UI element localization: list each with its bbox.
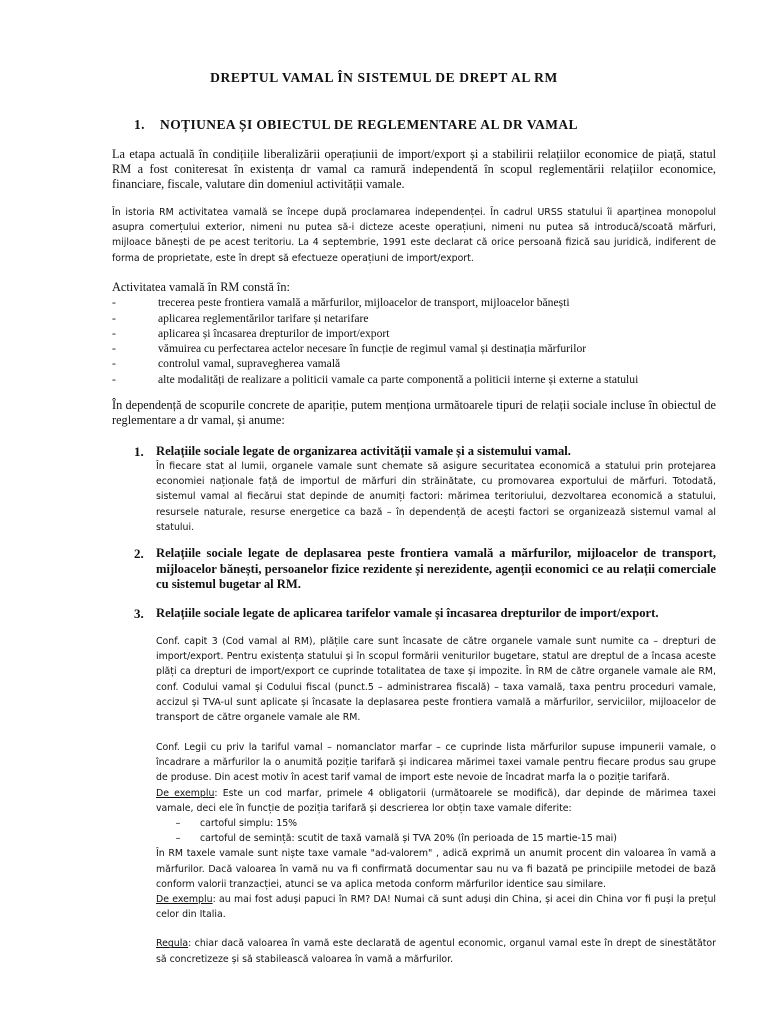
relation-2-number: 2. — [134, 546, 144, 561]
rule-text: : chiar dacă valoarea în vamă este declarată de agentul economic, organul vamal este în drept de sinestătător să concretizeze și să stabilească valoarea în vamă a mărfurilor. — [156, 938, 716, 965]
list-item: – cartoful de semință: scutit de taxă vamală și TVA 20% (în perioada de 15 martie-15 mai) — [175, 833, 617, 845]
list-item: – cartoful simplu: 15% — [175, 818, 298, 830]
document-title: DREPTUL VAMAL ÎN SISTEMUL DE DREPT AL RM — [210, 70, 558, 85]
relation-1-text: În fiecare stat al lumii, organele vamale sunt chemate să asigure securitatea economică a statului prin protejarea economiei naționale față de importul de mărfuri din străinătate, cu promovarea exportului de mărfuri. Totodată, sistemul vamal al fiecărui stat depinde de anumiți factori: mărimea teritoriului, dezvoltarea economică a statului, resursele naturale, resurse energetice ca bază – în dependență de acești factori se organizează sistemul vamal al statului. — [156, 461, 716, 533]
list-item: - aplicarea și încasarea drepturilor de import/export — [112, 326, 390, 340]
relation-3-paragraph-1: Conf. capit 3 (Cod vamal al RM), plățile care sunt încasate de către organele vamale sunt numite ca – drepturi de import/export. Pentru existența statului și în scopul formării veniturilor bugetare, statul are dreptul de a încasa aceste plăți ca drepturi de import/export ce cuprinde totalitatea de taxe și impozite. În RM de către organele vamale ale RM, conf. Codului vamal și Codului fiscal (punct.5 – administrarea fiscală) – taxa vamală, taxa pentru proceduri vamale, accizul și TVA-ul sunt aplicate și încasate la deplasarea peste frontiera vamală a mărfurilor, serviciilor, mijloacelor de transport de către organele vamale ale RM. — [156, 636, 716, 724]
activity-intro: Activitatea vamală în RM constă în: — [112, 280, 290, 294]
intro-paragraph: La etapa actuală în condițiile liberalizării operațiunii de import/export și a stabilirii relațiilor economice de piață, statul RM a fost coniteresat în existența dr vamal ca ramură independentă în scopul reglementării relațiilor economice, financiare, fiscale, valutare din domeniul activității vamale. — [112, 147, 716, 191]
section-1-title: NOȚIUNEA ȘI OBIECTUL DE REGLEMENTARE AL DR VAMAL — [160, 117, 578, 132]
rule — [156, 936, 716, 966]
example-2-label: De exemplu — [156, 894, 213, 906]
example-1-label: De exemplu — [156, 787, 215, 799]
history-paragraph: În istoria RM activitatea vamală se începe după proclamarea independenței. În cadrul URSS statului îi aparținea monopolul asupra comerțului exterior, nimeni nu putea să-i dicteze aceste operațiuni, nimeni nu putea să introducă/scoată mărfuri, mijloace bănești de pe acest teritoriu. La 4 septembrie, 1991 este declarat că orice persoană fizică sau juridică, indiferent de forma de proprietate, este în drept să efectueze operațiuni de import/export. — [112, 207, 716, 264]
activity-list — [112, 280, 732, 387]
section-1-heading — [134, 117, 578, 133]
example-1 — [156, 786, 716, 816]
relation-3-number: 3. — [134, 606, 144, 621]
relation-3-paragraph-2: Conf. Legii cu priv la tariful vamal – nomanclator marfar – ce cuprinde lista mărfurilor supuse impunerii vamale, o încadrare a mărfurilor la o anumită poziție tarifară și indicarea mărimei taxei vamale pentru fiecare produs sau grupe de produse. Din acest motiv în acest tarif vamal de import este nevoie de încadrat marfa la o poziție tarifară. — [156, 742, 716, 784]
list-item: - vămuirea cu perfectarea actelor necesare în funcție de regimul vamal și destinația mărfurilor — [112, 342, 587, 356]
relation-1-title: Relațiile sociale legate de organizarea activității vamale și a sistemului vamal. — [156, 444, 571, 458]
example-2-text: : au mai fost aduși papuci în RM? DA! Numai că sunt aduși din China, și acei din China vor fi puși la prețul celor din Italia. — [156, 894, 716, 921]
list-item: - controlul vamal, supravegherea vamală — [112, 357, 341, 371]
example-1-text: : Este un cod marfar, primele 4 obligatorii (următoarele se modifică), dar depinde de mărimea taxei vamale, deci ele în funcție de poziția tarifară și descrierea lor obțin taxe vamale diferite: — [156, 787, 716, 814]
list-item: - trecerea peste frontiera vamală a mărfurilor, mijloacelor de transport, mijloacelor bănești — [112, 296, 570, 310]
relation-2-title: Relațiile sociale legate de deplasarea peste frontiera vamală a mărfurilor, mijloacelor de transport, mijloacelor bănești, persoanelor fizice rezidente și nerezidente, agenții economici ce au relații comerciale cu sistemul bugetar al RM. — [156, 546, 716, 591]
list-item: - aplicarea reglementărilor tarifare și netarifare — [112, 311, 369, 325]
relations-intro-paragraph: În dependență de scopurile concrete de apariție, putem menționa următoarele tipuri de relații sociale incluse în obiectul de reglementare a dr vamal, și anume: — [112, 398, 716, 427]
example-2 — [156, 892, 716, 922]
rule-label: Regula — [156, 938, 189, 950]
list-item: - alte modalități de realizare a politicii vamale ca parte componentă a politicii interne și externe a statului — [112, 372, 639, 386]
relation-1-number: 1. — [134, 444, 144, 459]
relation-3-title: Relațiile sociale legate de aplicarea tarifelor vamale și încasarea drepturilor de import/export. — [156, 606, 659, 620]
relation-3-paragraph-3: În RM taxele vamale sunt niște taxe vamale "ad-valorem" , adică exprimă un anumit procent din valoarea în vamă a mărfurilor. Dacă valoarea în vamă nu va fi confirmată documentar sau nu va fi bazată pe principiile metodei de bază conform valorii tranzacției, atunci se va aplica metoda conform mărfurilor identice sau similare. — [156, 848, 716, 890]
relation-3-block — [156, 740, 716, 967]
section-1-number: 1. — [134, 117, 145, 132]
